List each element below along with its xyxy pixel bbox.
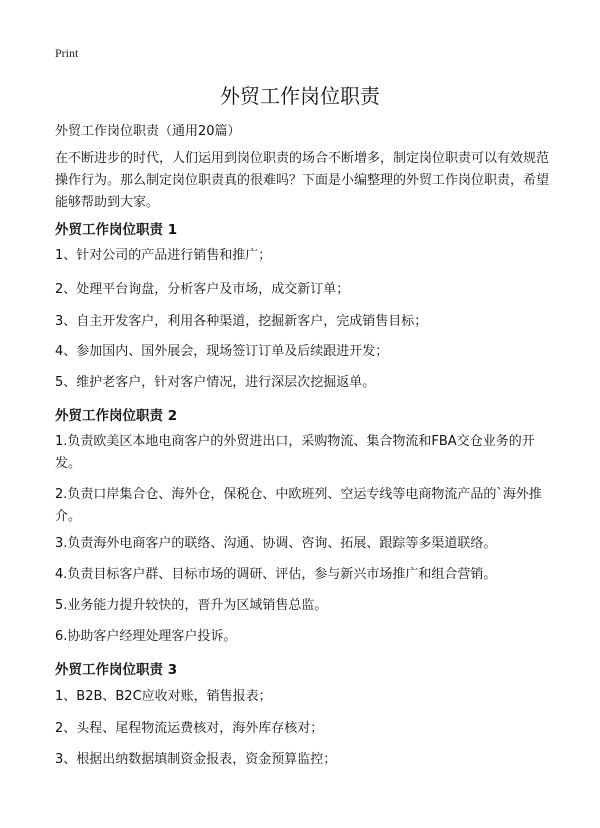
list-item: 5、维护老客户，针对客户情况，进行深层次挖掘返单。 xyxy=(55,375,376,390)
list-item: 4.负责目标客户群、目标市场的调研、评估，参与新兴市场推广和组合营销。 xyxy=(55,567,497,582)
list-item: 2、头程、尾程物流运费核对，海外库存核对； xyxy=(55,721,324,736)
print-link[interactable]: Print xyxy=(55,46,79,60)
list-item: 1.负责欧美区本地电商客户的外贸进出口，采购物流、集合物流和FBA交仓业务的开发。 xyxy=(55,434,535,471)
section-heading-1: 外贸工作岗位职责 1 xyxy=(55,222,178,238)
list-item: 6.协助客户经理处理客户投诉。 xyxy=(55,629,237,644)
list-item: 1、针对公司的产品进行销售和推广； xyxy=(55,248,272,263)
document-subtitle: 外贸工作岗位职责（通用20篇） xyxy=(55,124,241,139)
list-item: 5.业务能力提升较快的，晋升为区域销售总监。 xyxy=(55,598,328,613)
list-item: 3、自主开发客户，利用各种渠道，挖掘新客户，完成销售目标； xyxy=(55,314,428,329)
list-item: 2.负责口岸集合仓、海外仓，保税仓、中欧班列、空运专线等电商物流产品的`海外推介。 xyxy=(55,487,542,524)
section-heading-2: 外贸工作岗位职责 2 xyxy=(55,408,178,424)
list-item: 3.负责海外电商客户的联络、沟通、协调、咨询、拓展、跟踪等多渠道联络。 xyxy=(55,536,497,551)
section-heading-3: 外贸工作岗位职责 3 xyxy=(55,662,178,678)
list-item: 2、处理平台询盘，分析客户及市场，成交新订单； xyxy=(55,282,350,297)
list-item: 4、参加国内、国外展会，现场签订订单及后续跟进开发； xyxy=(55,344,389,359)
page-title: 外贸工作岗位职责 xyxy=(220,84,380,108)
list-item: 3、根据出纳数据填制资金报表，资金预算监控； xyxy=(55,752,337,767)
intro-paragraph: 在不断进步的时代，人们运用到岗位职责的场合不断增多，制定岗位职责可以有效规范操作行为。那么制定岗位职责真的很难吗？下面是小编整理的外贸工作岗位职责，希望能够帮助到大家。 xyxy=(55,151,550,210)
list-item: 1、B2B、B2C应收对账，销售报表； xyxy=(55,689,272,704)
